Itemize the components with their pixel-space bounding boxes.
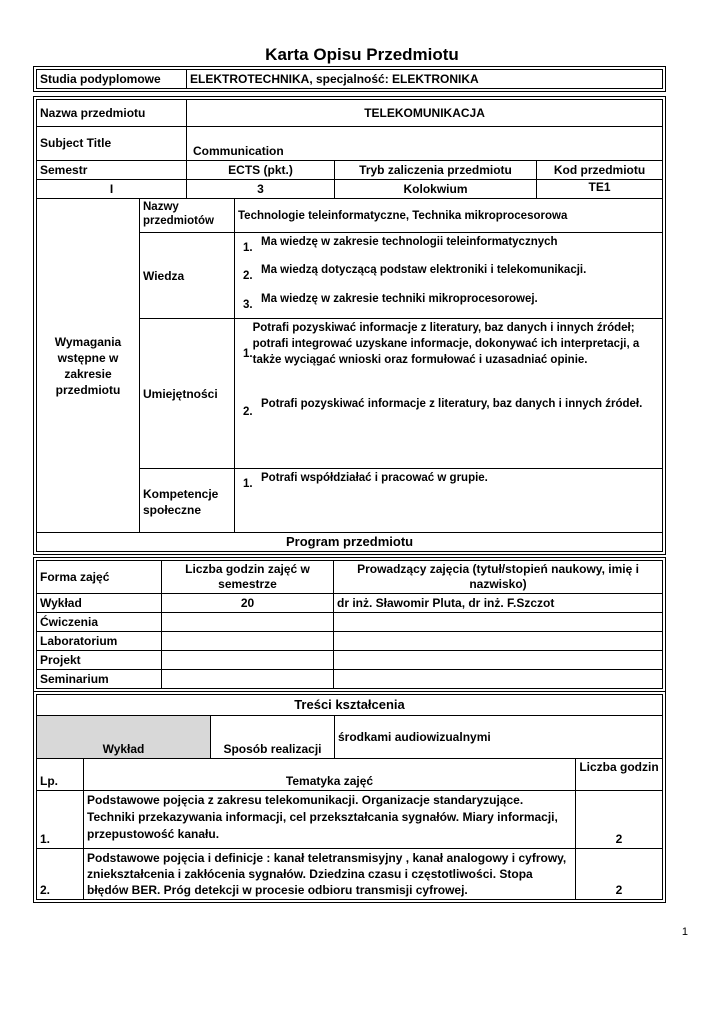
forma-lecturer [334,651,663,670]
umiejetnosci-label: Umiejętności [140,319,235,469]
forma-row [37,613,663,632]
subject-title-label: Subject Title [37,127,187,161]
studia-value: ELEKTROTECHNIKA, specjalność: ELEKTRONIKA [187,70,663,89]
tresci-row [37,791,663,849]
godziny-header: Liczba godzin zajęć w semestrze [162,561,334,594]
kompetencje-list [235,469,663,533]
tresci-text: Podstawowe pojęcia i definicje : kanał teletransmisyjny , kanał analogowy i cyfrowy, zniekształcenia i zakłócenia sygnałów. Dziedzina czasu i częstotliwości. Stopa błędów BER. Próg detekcji w procesie odbioru transmisji cyfrowej. [84,849,576,900]
wiedza-item-number: 3. [243,299,253,311]
wiedza-label: Wiedza [140,233,235,319]
ects-label: ECTS (pkt.) [187,161,335,180]
page-title: Karta Opisu Przedmiotu [265,45,459,64]
studia-table [36,69,663,89]
subject-name-label: Nazwa przedmiotu [37,100,187,127]
studia-label: Studia podyplomowe [37,70,187,89]
tresci-hours: 2 [576,791,663,849]
forma-lecturer [334,613,663,632]
tresci-lp: 2. [37,849,84,900]
forma-lecturer [334,632,663,651]
semestr-label: Semestr [37,161,187,180]
umiejetnosci-item-number: 2. [243,406,253,418]
requirements-group-label: Wymagania wstępne w zakresie przedmiotu [37,199,140,533]
forma-row [37,670,663,689]
tresci-hours: 2 [576,849,663,900]
wiedza-item-text: Ma wiedzą dotyczącą podstaw elektroniki i telekomunikacji. [261,264,587,276]
tresci-row [37,849,663,900]
forma-hours [162,632,334,651]
forma-row [37,651,663,670]
tresci-section-title: Treści kształcenia [37,695,663,716]
umiejetnosci-item-text: Potrafi pozyskiwać informacje z literatury, baz danych i innych źródeł. [261,398,643,410]
ects-value: 3 [187,180,335,199]
forma-hours: 20 [162,594,334,613]
umiejetnosci-item [243,396,659,420]
forma-name: Projekt [37,651,162,670]
forma-name: Seminarium [37,670,162,689]
wiedza-list [235,233,663,319]
kompetencje-item-text: Potrafi współdziałać i pracować w grupie. [261,472,488,484]
wyklad-label: Wykład [37,716,211,759]
wiedza-item [243,291,659,317]
kod-label: Kod przedmiotu [537,161,663,180]
nazwy-label: Nazwy przedmiotów [140,199,235,233]
subject-table [36,99,663,552]
prowadzacy-header: Prowadzący zajęcia (tytuł/stopień naukowy, imię i nazwisko) [334,561,663,594]
umiejetnosci-list [235,319,663,469]
forma-hours [162,670,334,689]
umiejetnosci-item [243,320,659,396]
forma-lecturer: dr inż. Sławomir Pluta, dr inż. F.Szczot [334,594,663,613]
forma-lecturer [334,670,663,689]
nazwy-value: Technologie teleinformatyczne, Technika mikroprocesorowa [235,199,663,233]
wiedza-item [243,262,659,291]
page-number: 1 [681,926,688,938]
tryb-label: Tryb zaliczenia przedmiotu [335,161,537,180]
kompetencje-item [243,470,659,492]
kod-value: TE1 [537,180,663,199]
forma-row [37,632,663,651]
wiedza-item [243,234,659,262]
umiejetnosci-item-text: Potrafi pozyskiwać informacje z literatury, baz danych i innych źródeł; potrafi integrować uzyskane informacje, dokonywać ich interpretacji, a także wyciągać wnioski oraz formułować i uzasadniać opinie. [252,322,640,366]
tematyka-header: Tematyka zajęć [84,759,576,791]
kompetencje-item-number: 1. [243,478,253,490]
subject-name-value: TELEKOMUNIKACJA [187,100,663,127]
sposob-value: środkami audiowizualnymi [335,716,663,759]
tresci-table [36,694,663,900]
umiejetnosci-item-number: 1. [243,348,253,360]
forma-table [36,560,663,689]
wiedza-item-number: 1. [243,242,253,254]
tryb-value: Kolokwium [335,180,537,199]
sposob-label: Sposób realizacji [211,716,335,759]
lp-header: Lp. [37,759,84,791]
forma-name: Ćwiczenia [37,613,162,632]
wiedza-item-number: 2. [243,270,253,282]
forma-name: Laboratorium [37,632,162,651]
forma-hours [162,651,334,670]
forma-name: Wykład [37,594,162,613]
wiedza-item-text: Ma wiedzę w zakresie techniki mikroprocesorowej. [261,293,538,305]
kompetencje-label: Kompetencje społeczne [140,469,235,533]
semestr-value: I [37,180,187,199]
forma-hours [162,613,334,632]
forma-row [37,594,663,613]
liczba-header: Liczba godzin [576,759,663,791]
tresci-text: Podstawowe pojęcia z zakresu telekomunikacji. Organizacje standaryzujące. Techniki przekazywania informacji, cel przekształcania sygnałów. Miary informacji, przepustowość kanału. [84,791,576,849]
tresci-lp: 1. [37,791,84,849]
subject-title-value: Communication [187,127,663,161]
program-section-title: Program przedmiotu [37,533,663,552]
forma-header: Forma zajęć [37,561,162,594]
wiedza-item-text: Ma wiedzę w zakresie technologii teleinformatycznych [261,236,558,248]
